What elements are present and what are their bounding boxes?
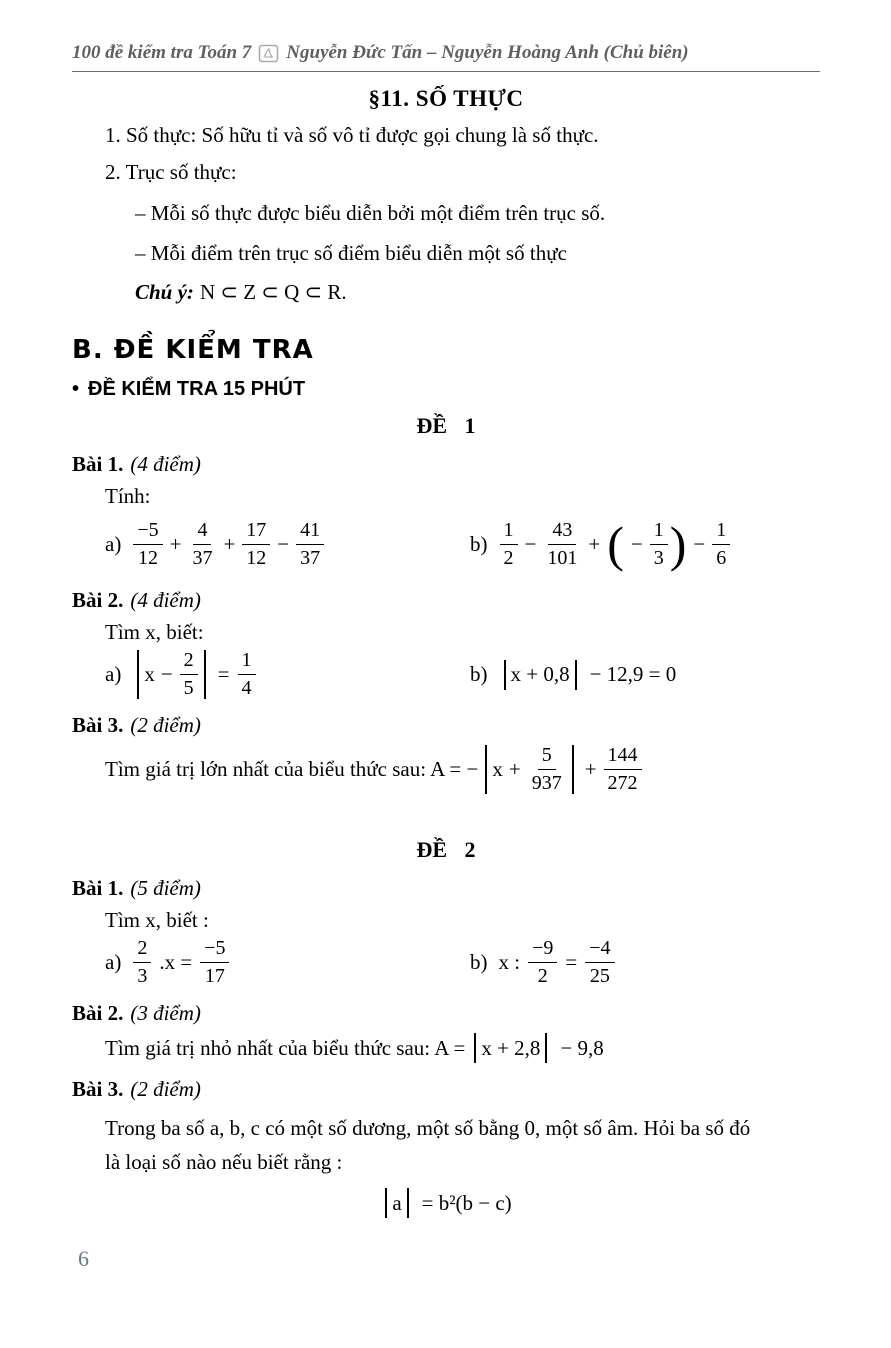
fraction-numerator: 1 bbox=[238, 649, 256, 675]
fraction-numerator: −5 bbox=[200, 937, 229, 963]
fraction-numerator: 43 bbox=[548, 519, 576, 545]
operator: + bbox=[508, 757, 521, 782]
section-subheading bbox=[72, 378, 820, 401]
fraction-denominator: 25 bbox=[589, 965, 610, 988]
fraction-denominator: 12 bbox=[137, 546, 158, 569]
abs-inner bbox=[490, 744, 568, 795]
absolute-value bbox=[471, 1032, 550, 1064]
abs-bar bbox=[575, 660, 577, 690]
fraction-denominator: 4 bbox=[241, 677, 252, 700]
de1-bai2-prompt: Tìm x, biết: bbox=[105, 620, 204, 645]
note-label: Chú ý: bbox=[135, 280, 194, 305]
expression-tail: − 9,8 bbox=[560, 1035, 604, 1060]
open-book-icon bbox=[258, 44, 279, 63]
de1-bai1-exercises bbox=[72, 513, 820, 575]
expression-label: b) bbox=[470, 950, 488, 975]
de2-bai3-header bbox=[72, 1077, 820, 1102]
fraction-denominator: 101 bbox=[547, 546, 578, 569]
fraction bbox=[133, 937, 151, 988]
fraction-numerator: 4 bbox=[193, 519, 211, 545]
de2-bai1-prompt: Tìm x, biết : bbox=[105, 908, 209, 933]
expression-label: a) bbox=[105, 531, 122, 556]
close-paren: ) bbox=[669, 516, 687, 573]
fraction bbox=[238, 649, 256, 700]
de2-title: ĐỀ 2 bbox=[416, 837, 476, 863]
fraction-denominator: 3 bbox=[653, 546, 664, 569]
de2-bai1-exercises bbox=[72, 937, 820, 988]
bai-points: (4 điểm) bbox=[130, 452, 201, 477]
theory-item: 1. Số thực: Số hữu tỉ và số vô tỉ được gọi chung là số thực. bbox=[105, 123, 599, 147]
variable: x bbox=[492, 757, 503, 782]
fraction-numerator: 144 bbox=[604, 744, 642, 770]
absolute-value bbox=[382, 1187, 411, 1219]
note-body: N ⊂ Z ⊂ Q ⊂ R. bbox=[199, 280, 347, 305]
abs-bar bbox=[385, 1188, 387, 1218]
de2-bai1a-expression bbox=[105, 937, 437, 988]
page-number: 6 bbox=[78, 1246, 89, 1271]
de1-bai3-statement bbox=[105, 744, 820, 795]
open-paren: ( bbox=[607, 516, 624, 573]
de1-bai2a-expression bbox=[105, 649, 437, 700]
fraction-denominator: 37 bbox=[300, 546, 321, 569]
abs-inner: x + 2,8 bbox=[481, 1035, 541, 1060]
de1-bai2b-expression bbox=[470, 659, 820, 691]
fraction-denominator: 937 bbox=[531, 772, 562, 795]
absolute-value bbox=[501, 659, 580, 691]
fraction-numerator: 17 bbox=[242, 519, 270, 545]
operator: − bbox=[630, 531, 643, 556]
de2-bai2-statement bbox=[105, 1032, 820, 1064]
operator: + bbox=[588, 531, 601, 556]
bai-points: (5 điểm) bbox=[130, 876, 201, 901]
fraction-numerator: 41 bbox=[296, 519, 324, 545]
fraction bbox=[543, 519, 581, 570]
statement-text: Tìm giá trị lớn nhất của biểu thức sau: A = − bbox=[105, 757, 479, 782]
fraction-denominator: 5 bbox=[183, 677, 194, 700]
abs-inner bbox=[142, 649, 200, 700]
fraction-numerator: 1 bbox=[500, 519, 518, 545]
fraction-denominator: 272 bbox=[607, 772, 638, 795]
equals-sign: = bbox=[217, 662, 230, 687]
abs-inner: a bbox=[392, 1190, 402, 1215]
absolute-value bbox=[482, 744, 576, 795]
abs-bar bbox=[504, 660, 506, 690]
fraction-numerator: 1 bbox=[712, 519, 730, 545]
expression-label: a) bbox=[105, 662, 122, 687]
operator: + bbox=[223, 531, 236, 556]
de2-bai3-paragraph-line: là loại số nào nếu biết rằng : bbox=[105, 1150, 343, 1175]
section-b-heading: B. ĐỀ KIỂM TRA bbox=[72, 335, 314, 366]
operator: − bbox=[160, 662, 173, 687]
de1-bai3-header bbox=[72, 713, 820, 738]
lesson-title: §11. SỐ THỰC bbox=[368, 86, 524, 111]
bai-points: (4 điểm) bbox=[130, 588, 201, 613]
bai-points: (3 điểm) bbox=[130, 1001, 201, 1026]
fraction bbox=[500, 519, 518, 570]
abs-bar bbox=[572, 745, 574, 794]
expression-label: b) bbox=[470, 531, 488, 556]
fraction-numerator: −4 bbox=[585, 937, 614, 963]
abs-inner: x + 0,8 bbox=[510, 662, 570, 687]
book-authors: Nguyễn Đức Tấn – Nguyễn Hoàng Anh (Chủ biên) bbox=[286, 42, 689, 63]
fraction-denominator: 6 bbox=[716, 546, 727, 569]
fraction bbox=[296, 519, 324, 570]
operator: − bbox=[277, 531, 290, 556]
book-title: 100 đề kiểm tra Toán 7 bbox=[72, 42, 252, 63]
fraction bbox=[242, 519, 270, 570]
de2-bai3-paragraph-line: Trong ba số a, b, c có một số dương, một số bằng 0, một số âm. Hỏi ba số đó bbox=[105, 1116, 751, 1141]
de2-bai1-header bbox=[72, 876, 820, 901]
abs-bar bbox=[474, 1033, 476, 1063]
fraction bbox=[712, 519, 730, 570]
formula-tail: = b²(b − c) bbox=[421, 1190, 512, 1215]
bai-label: Bài 2. bbox=[72, 588, 124, 613]
bai-points: (2 điểm) bbox=[130, 1077, 201, 1102]
bai-label: Bài 1. bbox=[72, 876, 124, 901]
theory-subitem: – Mỗi điểm trên trục số điểm biểu diễn một số thực bbox=[135, 241, 567, 266]
fraction-denominator: 17 bbox=[204, 965, 225, 988]
fraction bbox=[133, 519, 162, 570]
fraction bbox=[650, 519, 668, 570]
operator: − bbox=[693, 531, 706, 556]
bai-points: (2 điểm) bbox=[130, 713, 201, 738]
theory-note bbox=[135, 280, 820, 305]
fraction-numerator: 1 bbox=[650, 519, 668, 545]
expression-label: b) bbox=[470, 662, 488, 687]
bai-label: Bài 3. bbox=[72, 1077, 124, 1102]
fraction-numerator: −9 bbox=[528, 937, 557, 963]
statement-text: Tìm giá trị nhỏ nhất của biểu thức sau: A = bbox=[105, 1035, 466, 1060]
abs-bar bbox=[407, 1188, 409, 1218]
fraction-denominator: 2 bbox=[503, 546, 514, 569]
de1-title: ĐỀ 1 bbox=[416, 413, 476, 439]
fraction-numerator: 5 bbox=[538, 744, 556, 770]
operand: x : bbox=[498, 950, 521, 975]
bullet-icon: • bbox=[72, 378, 80, 401]
bai-label: Bài 2. bbox=[72, 1001, 124, 1026]
bai-label: Bài 1. bbox=[72, 452, 124, 477]
bai-label: Bài 3. bbox=[72, 713, 124, 738]
theory-subitem: – Mỗi số thực được biểu diễn bởi một điểm trên trục số. bbox=[135, 200, 606, 225]
de2-bai2-header bbox=[72, 1001, 820, 1026]
fraction-denominator: 12 bbox=[246, 546, 267, 569]
abs-bar bbox=[204, 650, 206, 699]
absolute-value bbox=[134, 649, 208, 700]
fraction-numerator: −5 bbox=[133, 519, 162, 545]
theory-item: 2. Trục số thực: bbox=[105, 160, 237, 185]
de1-bai2-exercises bbox=[72, 649, 820, 700]
fraction-numerator: 2 bbox=[133, 937, 151, 963]
expression-label: a) bbox=[105, 950, 122, 975]
operator: − bbox=[524, 531, 537, 556]
expression-tail: − 12,9 = 0 bbox=[589, 662, 677, 687]
de1-bai1a-expression bbox=[105, 519, 437, 570]
operator: + bbox=[584, 757, 597, 782]
fraction bbox=[180, 649, 198, 700]
de1-bai2-header bbox=[72, 588, 820, 613]
abs-bar bbox=[485, 745, 487, 794]
fraction-denominator: 3 bbox=[137, 965, 148, 988]
de2-bai3-formula bbox=[72, 1187, 820, 1219]
fraction-denominator: 37 bbox=[192, 546, 213, 569]
equals-sign: = bbox=[565, 950, 578, 975]
operator: + bbox=[169, 531, 182, 556]
de2-bai1b-expression bbox=[470, 937, 820, 988]
fraction bbox=[528, 937, 557, 988]
subheading-text: ĐỀ KIỂM TRA 15 PHÚT bbox=[88, 378, 306, 401]
page-header bbox=[72, 42, 820, 72]
abs-bar bbox=[545, 1033, 547, 1063]
fraction bbox=[188, 519, 216, 570]
variable: x bbox=[144, 662, 155, 687]
fraction bbox=[585, 937, 614, 988]
operator: .x = bbox=[159, 950, 193, 975]
abs-bar bbox=[137, 650, 139, 699]
de1-bai1-prompt: Tính: bbox=[105, 484, 151, 509]
fraction-denominator: 2 bbox=[537, 965, 548, 988]
fraction bbox=[604, 744, 642, 795]
fraction bbox=[528, 744, 566, 795]
fraction bbox=[200, 937, 229, 988]
de1-bai1b-expression bbox=[470, 513, 820, 575]
de1-bai1-header bbox=[72, 452, 820, 477]
fraction-numerator: 2 bbox=[180, 649, 198, 675]
